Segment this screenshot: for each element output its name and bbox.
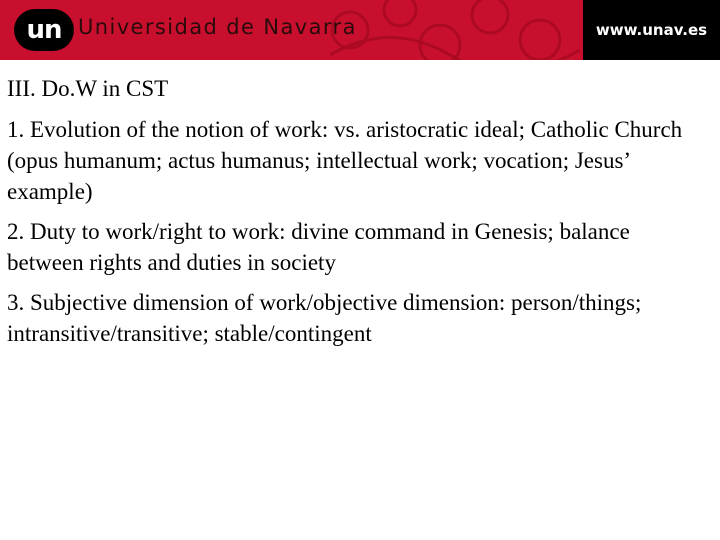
slide-title: III. Do.W in CST [7, 76, 169, 101]
point-3: 3. Subjective dimension of work/objective dimension: person/things; intransitive/transitive; stable/contingent [7, 290, 642, 346]
point-1: 1. Evolution of the notion of work: vs. aristocratic ideal; Catholic Church (opus humanum; actus humanus; intellectual work; vocation; Jesus’ example) [7, 117, 683, 204]
university-header [0, 0, 720, 60]
decorative-pattern [330, 0, 580, 60]
logo-mark: un [26, 15, 62, 45]
point-2: 2. Duty to work/right to work: divine command in Genesis; balance between rights and duties in society [7, 219, 630, 275]
slide-content [7, 73, 712, 358]
university-name: Universidad de Navarra [78, 15, 357, 39]
website-text: www.unav.es [595, 21, 708, 39]
website-link[interactable] [583, 0, 720, 60]
university-logo[interactable] [14, 9, 74, 51]
